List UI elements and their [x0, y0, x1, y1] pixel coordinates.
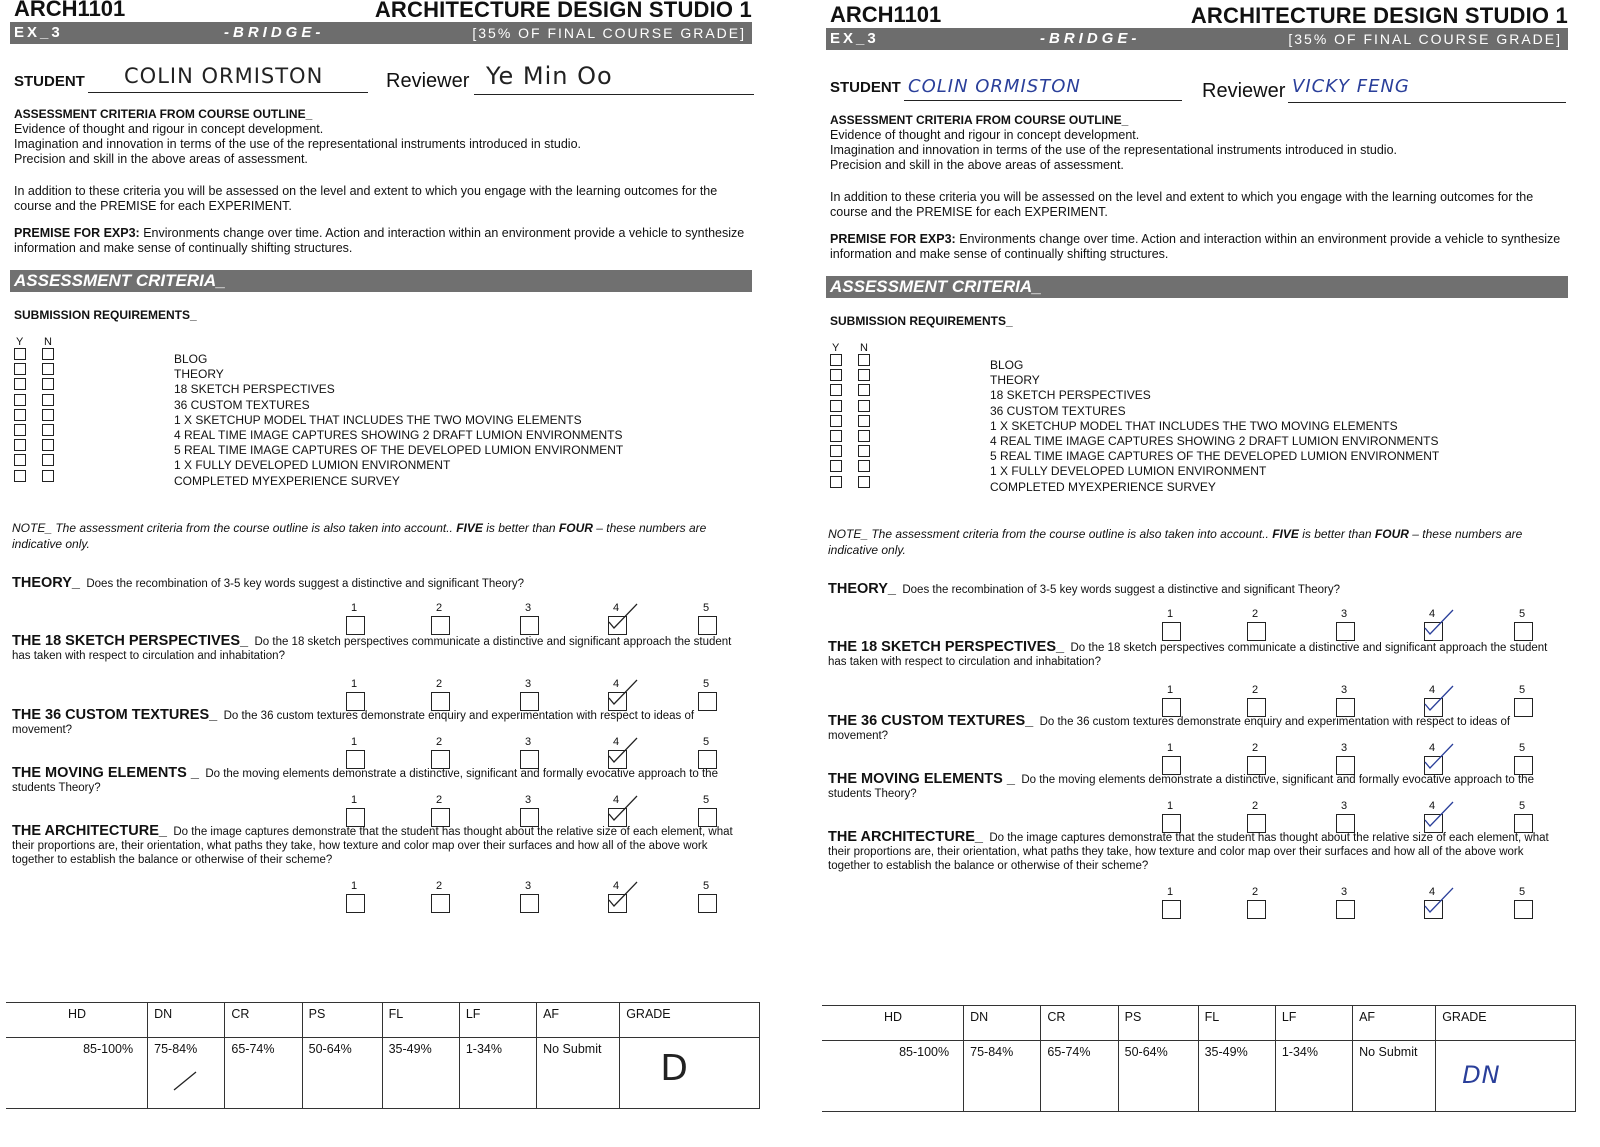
note-suffix: – these numbers are indicative only. [828, 527, 1523, 557]
requirement-item: 4 REAL TIME IMAGE CAPTURES SHOWING 2 DRAFT LUMION ENVIRONMENTS [174, 428, 623, 443]
question-title: THE 36 CUSTOM TEXTURES_ [12, 707, 218, 723]
grade-result-cell[interactable] [620, 1038, 760, 1109]
requirement-item: 36 CUSTOM TEXTURES [174, 397, 310, 412]
rating-number: 3 [525, 794, 532, 806]
requirement-checkbox-y[interactable] [830, 400, 842, 412]
assessment-criteria-bar [10, 270, 752, 292]
requirement-item: 1 X SKETCHUP MODEL THAT INCLUDES THE TWO MOVING ELEMENTS [174, 412, 582, 427]
requirement-item: 5 REAL TIME IMAGE CAPTURES OF THE DEVELOPED LUMION ENVIRONMENT [174, 443, 624, 458]
requirement-checkbox-y[interactable] [830, 476, 842, 488]
grade-range-cell [1198, 1041, 1275, 1112]
rating-number: 3 [1341, 608, 1348, 620]
grade-header-cell: CR [225, 1003, 302, 1038]
grade-range-cell [225, 1038, 302, 1109]
rating-tick-mark [1422, 680, 1456, 712]
rating-number: 3 [1341, 742, 1348, 754]
grade-range-value: 65-74% [231, 1042, 275, 1056]
criteria-line: Evidence of thought and rigour in concept development. [14, 122, 324, 136]
exercise-code: EX_3 [14, 24, 63, 41]
rating-checkbox-3[interactable] [1336, 622, 1355, 641]
grade-range-row [6, 1038, 760, 1109]
question-description: Does the recombination of 3-5 key words suggest a distinctive and significant Theory? [902, 584, 1341, 596]
grade-table [6, 1002, 760, 1109]
note-five: FIVE [1272, 527, 1299, 541]
premise-text: Environments change over time. Action and interaction within an environment provide a vehicle to synthesize information and make sense of continually shifting structures. [14, 226, 745, 255]
rating-number: 4 [613, 794, 620, 806]
rating-number: 5 [1519, 608, 1526, 620]
rating-number: 3 [525, 736, 532, 748]
requirement-item: BLOG [990, 358, 1024, 372]
rating-number: 5 [703, 678, 710, 690]
rating-number: 2 [436, 794, 443, 806]
criteria-heading: ASSESSMENT CRITERIA FROM COURSE OUTLINE_ [830, 113, 1129, 127]
grade-range-value: 35-49% [388, 1042, 432, 1056]
no-column-label: N [860, 342, 868, 354]
rating-number: 1 [351, 736, 358, 748]
rating-tick-mark [1422, 796, 1456, 828]
requirement-checkbox-y[interactable] [830, 415, 842, 427]
premise-label: PREMISE FOR EXP3: [830, 232, 956, 246]
requirement-list [174, 352, 623, 489]
grade-weight: [35% OF FINAL COURSE GRADE] [472, 25, 746, 41]
reviewer-label: Reviewer [386, 70, 470, 92]
grade-header-cell: FL [382, 1003, 459, 1038]
question-block [828, 830, 1568, 873]
project-name: -BRIDGE- [1040, 30, 1141, 47]
rating-number: 2 [1252, 800, 1259, 812]
grade-range-value: 65-74% [1047, 1045, 1091, 1059]
requirement-checkbox-n[interactable] [42, 348, 54, 360]
rating-number: 5 [1519, 684, 1526, 696]
requirement-checkbox-y[interactable] [14, 439, 26, 451]
student-label: STUDENT [830, 79, 901, 96]
requirement-checkbox-y[interactable] [14, 409, 26, 421]
studio-title: ARCHITECTURE DESIGN STUDIO 1 [1190, 6, 1568, 28]
grade-range-cell [822, 1041, 964, 1112]
rating-checkbox-3[interactable] [520, 616, 539, 635]
requirement-checkbox-n[interactable] [858, 354, 870, 366]
note-four: FOUR [558, 521, 593, 535]
note-five: FIVE [456, 521, 483, 535]
note-mid: is better than [482, 521, 559, 535]
grade-range-cell [1353, 1041, 1436, 1112]
rating-number: 2 [436, 736, 443, 748]
question-block [828, 582, 1568, 597]
question-title: THE MOVING ELEMENTS _ [828, 771, 1015, 787]
section-title: ASSESSMENT CRITERIA_ [14, 271, 226, 290]
addition-text: In addition to these criteria you will be assessed on the level and extent to which you engage with the learning outcomes for the course and the PREMISE for each EXPERIMENT. [830, 190, 1534, 219]
grade-header-row [822, 1006, 1576, 1041]
requirement-checkbox-n[interactable] [858, 445, 870, 457]
rating-checkbox-2[interactable] [431, 894, 450, 913]
requirement-item: 18 SKETCH PERSPECTIVES [990, 388, 1151, 403]
requirement-checkbox-n[interactable] [42, 409, 54, 421]
handwritten-grade: D [660, 1048, 689, 1089]
requirement-checkbox-n[interactable] [858, 384, 870, 396]
rating-number: 5 [703, 880, 710, 892]
grade-result-cell[interactable] [1436, 1041, 1576, 1112]
grade-weight: [35% OF FINAL COURSE GRADE] [1288, 31, 1562, 47]
question-description: Do the 36 custom textures demonstrate enquiry and experimentation with respect to ideas of movement? [12, 710, 695, 736]
course-code: ARCH1101 [14, 0, 126, 21]
requirement-item: 36 CUSTOM TEXTURES [990, 403, 1126, 418]
requirement-item: THEORY [990, 373, 1040, 388]
rating-number: 2 [1252, 608, 1259, 620]
requirement-item: 1 X SKETCHUP MODEL THAT INCLUDES THE TWO MOVING ELEMENTS [990, 418, 1398, 433]
rating-number: 1 [351, 880, 358, 892]
grade-header-cell: DN [148, 1003, 225, 1038]
rating-number: 5 [1519, 800, 1526, 812]
rating-checkbox-2[interactable] [1247, 622, 1266, 641]
rating-number: 1 [1167, 608, 1174, 620]
rating-checkbox-5[interactable] [1514, 622, 1533, 641]
question-title: THEORY_ [12, 575, 80, 591]
grade-header-cell: AF [1353, 1006, 1436, 1041]
note-prefix: NOTE_ The assessment criteria from the course outline is also taken into account.. [828, 527, 1273, 541]
rating-number: 3 [525, 880, 532, 892]
requirement-checkbox-n[interactable] [42, 424, 54, 436]
rating-number: 1 [1167, 742, 1174, 754]
project-name: -BRIDGE- [224, 24, 325, 41]
rating-tick-mark [606, 790, 640, 822]
requirement-checkbox-y[interactable] [14, 454, 26, 466]
grade-header-cell: LF [459, 1003, 536, 1038]
question-text-block [828, 772, 1568, 801]
rating-number: 4 [1429, 684, 1436, 696]
requirement-item: 1 X FULLY DEVELOPED LUMION ENVIRONMENT [990, 464, 1267, 479]
rating-checkbox-1[interactable] [1162, 900, 1181, 919]
rating-checkbox-2[interactable] [1247, 900, 1266, 919]
grade-range-value: No Submit [543, 1042, 602, 1056]
section-title: ASSESSMENT CRITERIA_ [830, 277, 1042, 296]
requirement-checkbox-y[interactable] [830, 430, 842, 442]
rating-number: 4 [613, 602, 620, 614]
question-description: Do the moving elements demonstrate a distinctive, significant and formally evocative approach to the students Theory? [828, 774, 1534, 800]
question-block [12, 634, 752, 663]
requirement-item: THEORY [174, 367, 224, 382]
rating-number: 5 [703, 794, 710, 806]
rating-number: 1 [351, 678, 358, 690]
note-four: FOUR [1374, 527, 1409, 541]
question-text-block [828, 714, 1568, 743]
assessment-criteria-bar [826, 276, 1568, 298]
criteria-heading: ASSESSMENT CRITERIA FROM COURSE OUTLINE_ [14, 107, 313, 121]
requirement-item: 1 X FULLY DEVELOPED LUMION ENVIRONMENT [174, 458, 451, 473]
grade-header-cell: AF [537, 1003, 620, 1038]
rating-checkbox-2[interactable] [431, 616, 450, 635]
rating-number: 2 [436, 678, 443, 690]
rating-number: 2 [1252, 742, 1259, 754]
rating-number: 5 [1519, 886, 1526, 898]
student-name-handwritten: COLIN ORMISTON [908, 76, 1081, 97]
requirement-checkbox-y[interactable] [830, 369, 842, 381]
grade-header-cell: DN [964, 1006, 1041, 1041]
rating-tick-mark [1422, 882, 1456, 914]
grade-range-value: 35-49% [1204, 1045, 1248, 1059]
question-text-block [828, 582, 1568, 597]
yes-column-label: Y [832, 342, 840, 354]
rating-tick-mark [606, 674, 640, 706]
question-title: THE ARCHITECTURE_ [828, 829, 983, 845]
grade-range-cell [1118, 1041, 1198, 1112]
grade-range-cell [537, 1038, 620, 1109]
reviewer-name-handwritten: Ye Min Oo [486, 62, 613, 90]
criteria-line: Imagination and innovation in terms of the use of the representational instruments introduced in studio. [830, 143, 1398, 157]
requirement-checkbox-y[interactable] [830, 445, 842, 457]
requirement-checkbox-n[interactable] [858, 476, 870, 488]
grade-range-cell [148, 1038, 225, 1109]
requirement-checkbox-n[interactable] [858, 430, 870, 442]
rating-number: 4 [613, 880, 620, 892]
question-title: THE 18 SKETCH PERSPECTIVES_ [12, 633, 249, 649]
note [828, 526, 1570, 558]
rating-number: 4 [1429, 886, 1436, 898]
grade-range-value: No Submit [1359, 1045, 1418, 1059]
rating-number: 5 [703, 736, 710, 748]
rating-number: 3 [1341, 800, 1348, 812]
requirement-checkbox-n[interactable] [858, 460, 870, 472]
requirement-checkbox-y[interactable] [14, 378, 26, 390]
rating-number: 4 [613, 736, 620, 748]
rating-checkbox-5[interactable] [1514, 900, 1533, 919]
exercise-code: EX_3 [830, 30, 879, 47]
requirement-checkbox-n[interactable] [858, 415, 870, 427]
student-name-handwritten: COLIN ORMISTON [124, 64, 324, 88]
grade-range-cell [382, 1038, 459, 1109]
rating-checkbox-1[interactable] [346, 616, 365, 635]
question-block [12, 824, 752, 867]
question-text-block [12, 708, 752, 737]
criteria-line: Evidence of thought and rigour in concept development. [830, 128, 1140, 142]
feedback-sheet-vicky-feng [822, 6, 1582, 1147]
grade-header-cell: PS [1118, 1006, 1198, 1041]
question-title: THE MOVING ELEMENTS _ [12, 765, 199, 781]
requirement-item: COMPLETED MYEXPERIENCE SURVEY [174, 473, 400, 488]
question-block [12, 576, 752, 591]
question-block [828, 640, 1568, 669]
question-title: THE 18 SKETCH PERSPECTIVES_ [828, 639, 1065, 655]
addition-text: In addition to these criteria you will be assessed on the level and extent to which you engage with the learning outcomes for the course and the PREMISE for each EXPERIMENT. [14, 184, 718, 213]
rating-number: 1 [1167, 800, 1174, 812]
requirement-checkbox-y[interactable] [830, 354, 842, 366]
requirement-checkbox-y[interactable] [14, 363, 26, 375]
requirement-item: 18 SKETCH PERSPECTIVES [174, 382, 335, 397]
question-text-block [828, 640, 1568, 669]
requirement-checkbox-y[interactable] [830, 460, 842, 472]
requirement-list [990, 358, 1439, 495]
rating-tick-mark [1422, 604, 1456, 636]
question-block [12, 708, 752, 737]
question-text-block [12, 634, 752, 663]
question-block [828, 772, 1568, 801]
premise [830, 232, 1570, 262]
rating-number: 4 [1429, 742, 1436, 754]
grade-range-value: 85-100% [83, 1042, 134, 1056]
rating-number: 1 [351, 602, 358, 614]
grade-range-value: 75-84% [970, 1045, 1014, 1059]
grade-header-cell: GRADE [1436, 1006, 1576, 1041]
criteria-line: Imagination and innovation in terms of the use of the representational instruments introduced in studio. [14, 137, 582, 151]
requirement-checkbox-n[interactable] [42, 394, 54, 406]
grade-header-row [6, 1003, 760, 1038]
rating-number: 2 [436, 880, 443, 892]
question-text-block [828, 830, 1568, 873]
yes-column-label: Y [16, 336, 24, 348]
question-description: Do the moving elements demonstrate a distinctive, significant and formally evocative approach to the students Theory? [12, 768, 718, 794]
rating-number: 2 [1252, 886, 1259, 898]
grade-range-value: 50-64% [308, 1042, 352, 1056]
rating-number: 5 [703, 602, 710, 614]
requirement-checkbox-n[interactable] [858, 369, 870, 381]
note-suffix: – these numbers are indicative only. [12, 521, 707, 551]
rating-checkbox-3[interactable] [1336, 900, 1355, 919]
requirement-checkbox-n[interactable] [42, 439, 54, 451]
criteria-line: Precision and skill in the above areas of assessment. [14, 152, 308, 166]
rating-tick-mark [1422, 738, 1456, 770]
reviewer-name-handwritten: VICKY FENG [1292, 76, 1410, 97]
rating-checkbox-5[interactable] [698, 616, 717, 635]
feedback-sheet-ye-min-oo [6, 0, 766, 1141]
note-mid: is better than [1298, 527, 1375, 541]
grade-header-cell: HD [822, 1006, 964, 1041]
note-prefix: NOTE_ The assessment criteria from the course outline is also taken into account.. [12, 521, 457, 535]
requirement-checkbox-y[interactable] [830, 384, 842, 396]
requirement-checkbox-n[interactable] [42, 363, 54, 375]
rating-number: 5 [1519, 742, 1526, 754]
question-description: Does the recombination of 3-5 key words suggest a distinctive and significant Theory? [86, 578, 525, 590]
criteria-line: Precision and skill in the above areas of assessment. [830, 158, 1124, 172]
question-title: THE ARCHITECTURE_ [12, 823, 167, 839]
requirement-item: 4 REAL TIME IMAGE CAPTURES SHOWING 2 DRAFT LUMION ENVIRONMENTS [990, 434, 1439, 449]
rating-number: 3 [525, 602, 532, 614]
rating-number: 1 [351, 794, 358, 806]
course-code: ARCH1101 [830, 6, 942, 27]
grade-header-cell: PS [302, 1003, 382, 1038]
note [12, 520, 754, 552]
rating-tick-mark [606, 732, 640, 764]
grade-header-cell: FL [1198, 1006, 1275, 1041]
premise [14, 226, 754, 256]
submission-heading: SUBMISSION REQUIREMENTS_ [830, 314, 1013, 328]
requirement-checkbox-n[interactable] [42, 454, 54, 466]
rating-number: 1 [1167, 886, 1174, 898]
question-text-block [12, 766, 752, 795]
studio-title: ARCHITECTURE DESIGN STUDIO 1 [374, 0, 752, 22]
grade-range-cell [964, 1041, 1041, 1112]
band-tick-mark [170, 1068, 200, 1094]
grade-header-cell: CR [1041, 1006, 1118, 1041]
premise-label: PREMISE FOR EXP3: [14, 226, 140, 240]
question-block [12, 766, 752, 795]
rating-checkbox-1[interactable] [1162, 622, 1181, 641]
requirement-checkbox-y[interactable] [14, 348, 26, 360]
grade-range-cell [6, 1038, 148, 1109]
grade-range-cell [302, 1038, 382, 1109]
rating-number: 4 [613, 678, 620, 690]
rating-number: 4 [1429, 608, 1436, 620]
question-description: Do the image captures demonstrate that the student has thought about the relative size of each element, what their proportions are, their orientation, what paths they take, how texture and color map over their surfaces and how all of the above work together to establish the balance or otherwise of their scheme? [828, 832, 1549, 872]
rating-checkbox-5[interactable] [698, 894, 717, 913]
no-column-label: N [44, 336, 52, 348]
rating-checkbox-1[interactable] [346, 894, 365, 913]
question-title: THE 36 CUSTOM TEXTURES_ [828, 713, 1034, 729]
grade-header-cell: LF [1275, 1006, 1352, 1041]
rating-number: 3 [1341, 684, 1348, 696]
grade-range-value: 1-34% [465, 1042, 502, 1056]
question-description: Do the 36 custom textures demonstrate enquiry and experimentation with respect to ideas of movement? [828, 716, 1511, 742]
grade-range-value: 1-34% [1281, 1045, 1318, 1059]
question-text-block [12, 576, 752, 591]
question-title: THEORY_ [828, 581, 896, 597]
rating-tick-mark [606, 876, 640, 908]
requirement-checkbox-y[interactable] [14, 394, 26, 406]
rating-number: 2 [436, 602, 443, 614]
requirement-checkbox-y[interactable] [14, 424, 26, 436]
question-description: Do the image captures demonstrate that the student has thought about the relative size of each element, what their proportions are, their orientation, what paths they take, how texture and color map over their surfaces and how all of the above work together to establish the balance or otherwise of their scheme? [12, 826, 733, 866]
premise-text: Environments change over time. Action and interaction within an environment provide a vehicle to synthesize information and make sense of continually shifting structures. [830, 232, 1561, 261]
grade-range-value: 85-100% [899, 1045, 950, 1059]
requirement-checkbox-y[interactable] [14, 470, 26, 482]
grade-range-cell [1041, 1041, 1118, 1112]
criteria-list [830, 128, 1570, 173]
question-text-block [12, 824, 752, 867]
grade-range-value: 50-64% [1124, 1045, 1168, 1059]
requirement-item: 5 REAL TIME IMAGE CAPTURES OF THE DEVELOPED LUMION ENVIRONMENT [990, 449, 1440, 464]
rating-tick-mark [606, 598, 640, 630]
requirement-checkbox-n[interactable] [42, 470, 54, 482]
grade-header-cell: GRADE [620, 1003, 760, 1038]
requirement-item: BLOG [174, 352, 208, 366]
exercise-bar [826, 28, 1568, 50]
question-description: Do the 18 sketch perspectives communicate a distinctive and significant approach the student has taken with respect to circulation and inhabitation? [12, 636, 732, 662]
criteria-list [14, 122, 754, 167]
grade-range-value: 75-84% [154, 1042, 198, 1056]
handwritten-grade: DN [1462, 1061, 1501, 1089]
rating-number: 2 [1252, 684, 1259, 696]
submission-heading: SUBMISSION REQUIREMENTS_ [14, 308, 197, 322]
rating-number: 4 [1429, 800, 1436, 812]
grade-header-cell: HD [6, 1003, 148, 1038]
grade-range-cell [459, 1038, 536, 1109]
rating-checkbox-3[interactable] [520, 894, 539, 913]
requirement-checkbox-n[interactable] [858, 400, 870, 412]
exercise-bar [10, 22, 752, 44]
reviewer-label: Reviewer [1202, 80, 1286, 102]
rating-number: 3 [525, 678, 532, 690]
rating-number: 3 [1341, 886, 1348, 898]
rating-number: 1 [1167, 684, 1174, 696]
student-label: STUDENT [14, 73, 85, 90]
requirement-checkbox-n[interactable] [42, 378, 54, 390]
requirement-item: COMPLETED MYEXPERIENCE SURVEY [990, 479, 1216, 494]
grade-range-row [822, 1041, 1576, 1112]
question-block [828, 714, 1568, 743]
question-description: Do the 18 sketch perspectives communicate a distinctive and significant approach the student has taken with respect to circulation and inhabitation? [828, 642, 1548, 668]
grade-range-cell [1275, 1041, 1352, 1112]
grade-table [822, 1005, 1576, 1112]
